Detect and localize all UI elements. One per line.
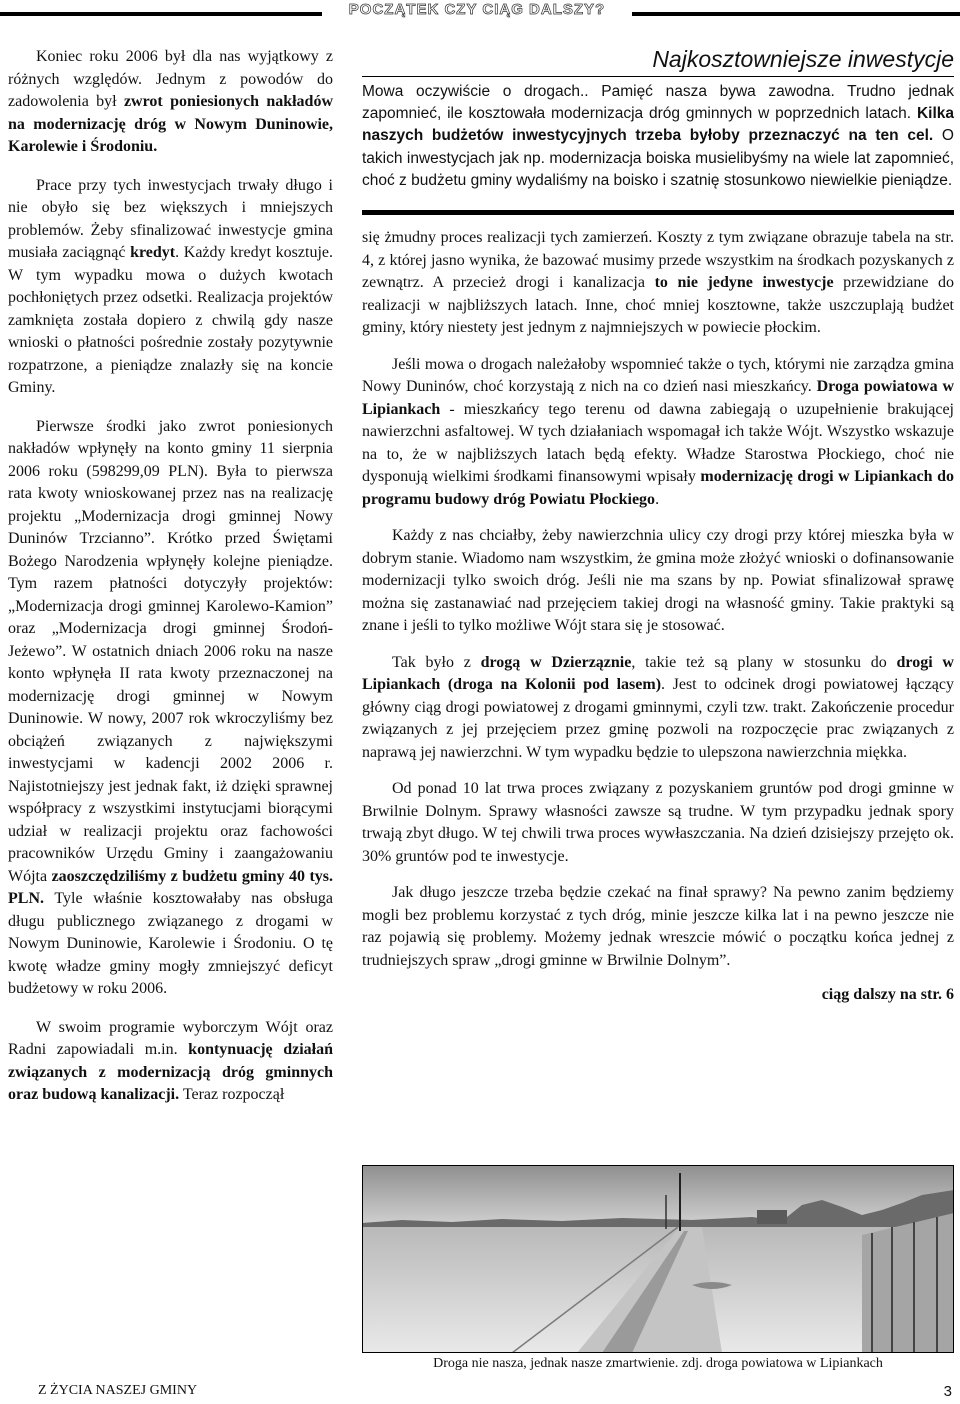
text: Mowa oczywiście o drogach.. Pamięć nasza bywa zawodna. Trudno jednak zapomnieć, ile kosztowała modernizacja dróg gminnych w poprzednich latach. bbox=[362, 83, 954, 123]
photo-frame bbox=[362, 1165, 954, 1353]
section-title: Najkosztowniejsze inwestycje bbox=[362, 46, 954, 77]
header-rule-right bbox=[632, 12, 960, 16]
text: . bbox=[655, 490, 660, 508]
left-column bbox=[8, 46, 333, 1123]
emphasis: modernizację drogi w Lipiankach do programu budowy dróg Powiatu Płockiego bbox=[362, 468, 954, 508]
text: Pierwsze środki jako zwrot poniesionych nakładów wpłynęły na konto gminy 11 sierpnia 2006 roku (598299,09 PLN). Była to pierwsza rata kwoty wnioskowanej przez nas na realizację projektu „Modernizacja drogi gminnej Nowy Duninów Trzcianno”. Krótko przed Świętami Bożego Narodzenia wpłynęły kolejne pieniądze. Tym razem płatności dotyczyły projektów: „Modernizacja drogi gminnej Karolewo-Kamion” oraz „Modernizacja drogi gminnej Środoń-Jeżewo”. W ostatnich dniach 2006 roku na nasze konto wpłynęła II rata kwoty przeznaczonej na modernizację drogi gminnej w Nowym Duninowie. W nowy, 2007 rok wkroczyliśmy bez obciążeń związanych z największymi inwestycjami w kadencji 2002 2006 r. Najistotniejszy jest jednak fakt, iż dzięki sprawnej współpracy z wszystkimi instytucjami biorącymi udział w realizacji projektu oraz fachowości pracowników Urzędu Gminy i zaangażowaniu Wójta bbox=[8, 417, 333, 885]
text: Tak było z bbox=[392, 653, 481, 671]
right-paragraph bbox=[362, 227, 954, 340]
emphasis: drogi w Lipiankach (droga na Kolonii pod lasem) bbox=[362, 653, 954, 694]
emphasis: kredyt bbox=[130, 244, 176, 261]
emphasis: Kilka naszych budżetów inwestycyjnych trzeba byłoby przeznaczyć na ten cel. bbox=[362, 105, 954, 145]
text: Teraz rozpoczął bbox=[179, 1086, 285, 1103]
left-paragraph bbox=[8, 46, 333, 159]
text: - mieszkańcy tego terenu od dawna zabiegają o uzupełnienie brakującej nawierzchni asfaltowej. W tych działaniach wspomagał ich także Wójt. Wszystko wskazuje na to, że w najbliższych latach będą efekty. Władze Starostwa Płockiego, choć nie dysponują wielkimi środkami finansowymi wpisały bbox=[362, 400, 954, 486]
page-header-title: POCZĄTEK CZY CIĄG DALSZY? bbox=[348, 1, 606, 18]
left-paragraph bbox=[8, 1017, 333, 1107]
text: Tyle właśnie kosztowałaby nas obsługa długu publicznego związanego z drogami w Nowym Duninowie, Karolewie i Środoniu. O tę kwotę władze gminy mogły zmniejszyć deficyt budżetowy w roku 2006. bbox=[8, 890, 333, 997]
right-paragraph: Każdy z nas chciałby, żeby nawierzchnia ulicy czy drogi przy której mieszka była w dobrym stanie. Wiadomo nam wszystkim, że gmina może złożyć wnioski o dofinansowanie modernizacji tylko swoich dróg. Jeśli nie ma szans by np. Powiat sfinalizował sprawę można się zastanawiać nad przejęciem takiej drogi na własność gminy. Takie praktyki są znane i jeśli to tylko możliwe Wójt stara się je stosować. bbox=[362, 527, 954, 635]
right-column bbox=[362, 46, 954, 1004]
left-paragraph bbox=[8, 175, 333, 400]
emphasis: zaoszczędziliśmy z budżetu gminy 40 tys. PLN. bbox=[8, 867, 334, 907]
intro-paragraph bbox=[362, 81, 954, 192]
text: W swoim programie wyborczym Wójt oraz Radni zapowiadali m.in. bbox=[8, 1018, 333, 1058]
footer-magazine-title: Z ŻYCIA NASZEJ GMINY bbox=[38, 1383, 198, 1398]
text: Prace przy tych inwestycjach trwały długo i nie obyło się bez większych i mniejszych problemów. Żeby sfinalizować inwestycje gmina musiała zaciągnąć bbox=[8, 176, 333, 261]
page-number: 3 bbox=[943, 1383, 952, 1400]
left-paragraph bbox=[8, 416, 333, 1001]
continued-note: ciąg dalszy na str. 6 bbox=[821, 986, 954, 1004]
right-paragraph bbox=[362, 354, 954, 512]
text: przewidziane do realizacji w najbliższych latach. Inne, choć mniej kosztowne, także uszczuplają budżet gminy, który niestety jest jednym z najmniejszych w powiecie płockim. bbox=[362, 274, 955, 337]
photo-caption: Droga nie nasza, jednak nasze zmartwienie. zdj. droga powiatowa w Lipiankach bbox=[433, 1356, 883, 1371]
right-paragraph: Jak długo jeszcze trzeba będzie czekać na finał sprawy? Na pewno zanim będziemy mogli bez problemu korzystać z tych dróg, minie jeszcze kilka lat i na pewno jeszcze nie raz pojawią się problemy. Możemy jednak wreszcie mówić o początku końca jednej z trudniejszych spraw „drogi gminne w Brwilnie Dolnym”. bbox=[362, 884, 954, 969]
emphasis: kontynuację działań związanych z modernizacją dróg gminnych oraz budową kanalizacji. bbox=[8, 1041, 333, 1103]
right-paragraph: Od ponad 10 lat trwa proces związany z pozyskaniem gruntów pod drogi gminne w Brwilnie Dolnym. Sprawy własności zawsze są trudne. W tym przypadku jednak spory trwają zbyt długo. W tej chwili trwa proces wywłaszczania. Na dzień dzisiejszy przejęto ok. 30% gruntów pod te inwestycje. bbox=[362, 780, 954, 865]
emphasis: drogą w Dzierząznie bbox=[480, 653, 632, 671]
text: się żmudny proces realizacji tych zamierzeń. Koszty z tym związane obrazuje tabela na str. 4, z której jasno wynika, że bazować musimy przede wszystkim na środkach pozyskanych z zewnątrz. A przecież drogi i kanalizacja bbox=[362, 229, 954, 292]
text: . Jest to odcinek drogi powiatowej łączący główny ciąg drogi powiatowej z drogami gminnymi, czyli tzw. trakt. Zakończenie procedur związanych z jej przejęciem przez gminę pozwoli na rozpoczęcie prac związanych z naprawą jej nawierzchni. W tym wypadku będzie to ulepszona nawierzchnia miękka. bbox=[362, 676, 955, 761]
text: , takie też są plany w stosunku do bbox=[631, 653, 897, 671]
section-divider bbox=[362, 210, 954, 215]
emphasis: Droga powiatowa w Lipiankach bbox=[362, 378, 954, 418]
text: . Każdy kredyt kosztuje. W tym wypadku mowa o dużych kwotach pochłoniętych przez odsetki. Realizacja projektów zamknięta została dopiero z chwilą gdy nasze wnioski o płatności pośrednie zostały pozytywnie rozpatrzone, a pieniądze znalazły się na koncie Gminy. bbox=[8, 244, 333, 396]
right-paragraph bbox=[362, 652, 954, 765]
header-rule-left bbox=[0, 12, 322, 16]
emphasis: to nie jedyne inwestycje bbox=[654, 274, 834, 292]
text: O takich inwestycjach jak np. modernizacja boiska musielibyśmy na wiele lat zapomnieć, choć z budżetu gminy wydaliśmy na boisko i szatnię stosunkowo niewielkie pieniądze. bbox=[362, 127, 954, 189]
text: Jeśli mowa o drogach należałoby wspomnieć także o tych, którymi nie zarządza gmina Nowy Duninów, choć korzystają z nich na co dzień nasi mieszkańcy. bbox=[362, 355, 954, 396]
emphasis: zwrot poniesionych nakładów na modernizację dróg w Nowym Duninowie, Karolewie i Środoniu. bbox=[8, 93, 334, 155]
text: Koniec roku 2006 był dla nas wyjątkowy z różnych względów. Jednym z powodów do zadowolenia był bbox=[8, 48, 333, 110]
